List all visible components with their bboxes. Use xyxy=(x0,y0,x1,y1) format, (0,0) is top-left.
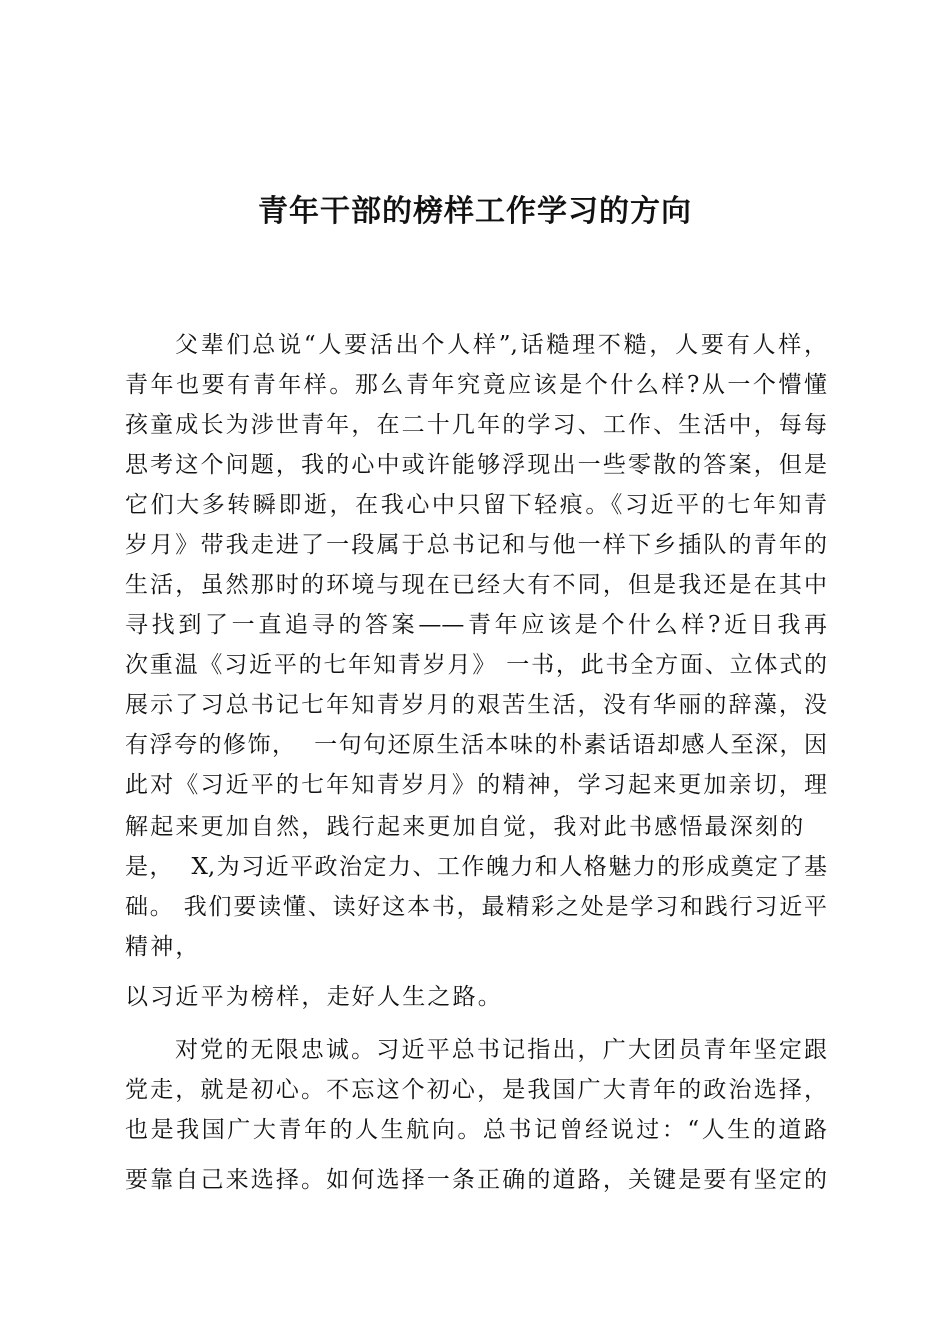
paragraph-1-line-12: 此对《习近平的七年知青岁月》的精神，学习起来更加亲切，理 xyxy=(125,772,827,798)
paragraph-1-line-6: 岁月》带我走进了一段属于总书记和与他一样下乡插队的青年的 xyxy=(125,532,827,558)
paragraph-2: 以习近平为榜样，走好人生之路。 xyxy=(125,984,503,1010)
paragraph-1-line-2: 青年也要有青年样。那么青年究竟应该是个什么样?从一个懵懂 xyxy=(125,372,827,398)
paragraph-1-line-11: 有浮夸的修饰， 一句句还原生活本味的朴素话语却感人至深，因 xyxy=(125,732,827,758)
paragraph-1-line-4: 思考这个问题，我的心中或许能够浮现出一些零散的答案，但是 xyxy=(125,452,827,478)
paragraph-1-line-13: 解起来更加自然，践行起来更加自觉，我对此书感悟最深刻的 xyxy=(125,814,806,840)
paragraph-3-line-4: 要靠自己来选择。如何选择一条正确的道路，关键是要有坚定的 xyxy=(125,1167,827,1193)
document-title: 青年干部的榜样工作学习的方向 xyxy=(258,194,692,229)
paragraph-1-line-16: 精神， xyxy=(125,934,201,960)
paragraph-1-line-3: 孩童成长为涉世青年，在二十几年的学习、工作、生活中，每每 xyxy=(125,412,827,438)
paragraph-1-line-15: 础。 我们要读懂、读好这本书，最精彩之处是学习和践行习近平 xyxy=(125,894,827,920)
paragraph-1-line-10: 展示了习总书记七年知青岁月的艰苦生活，没有华丽的辞藻，没 xyxy=(125,692,827,718)
paragraph-1-line-8: 寻找到了一直追寻的答案——青年应该是个什么样?近日我再 xyxy=(125,612,827,638)
paragraph-3-line-2: 党走，就是初心。不忘这个初心，是我国广大青年的政治选择， xyxy=(125,1077,827,1103)
paragraph-1-line-14: 是， X,为习近平政治定力、工作魄力和人格魅力的形成奠定了基 xyxy=(125,854,827,880)
paragraph-3-line-1: 对党的无限忠诚。习近平总书记指出，广大团员青年坚定跟 xyxy=(175,1037,827,1063)
paragraph-1-line-9: 次重温《习近平的七年知青岁月》 一书，此书全方面、立体式的 xyxy=(125,652,827,678)
paragraph-1-line-7: 生活，虽然那时的环境与现在已经大有不同，但是我还是在其中 xyxy=(125,572,827,598)
paragraph-1-line-5: 它们大多转瞬即逝，在我心中只留下轻痕。《习近平的七年知青 xyxy=(125,492,827,518)
paragraph-1-line-1: 父辈们总说“人要活出个人样”,话糙理不糙，人要有人样， xyxy=(175,332,827,358)
paragraph-3-line-3: 也是我国广大青年的人生航向。总书记曾经说过：“人生的道路 xyxy=(125,1117,827,1143)
